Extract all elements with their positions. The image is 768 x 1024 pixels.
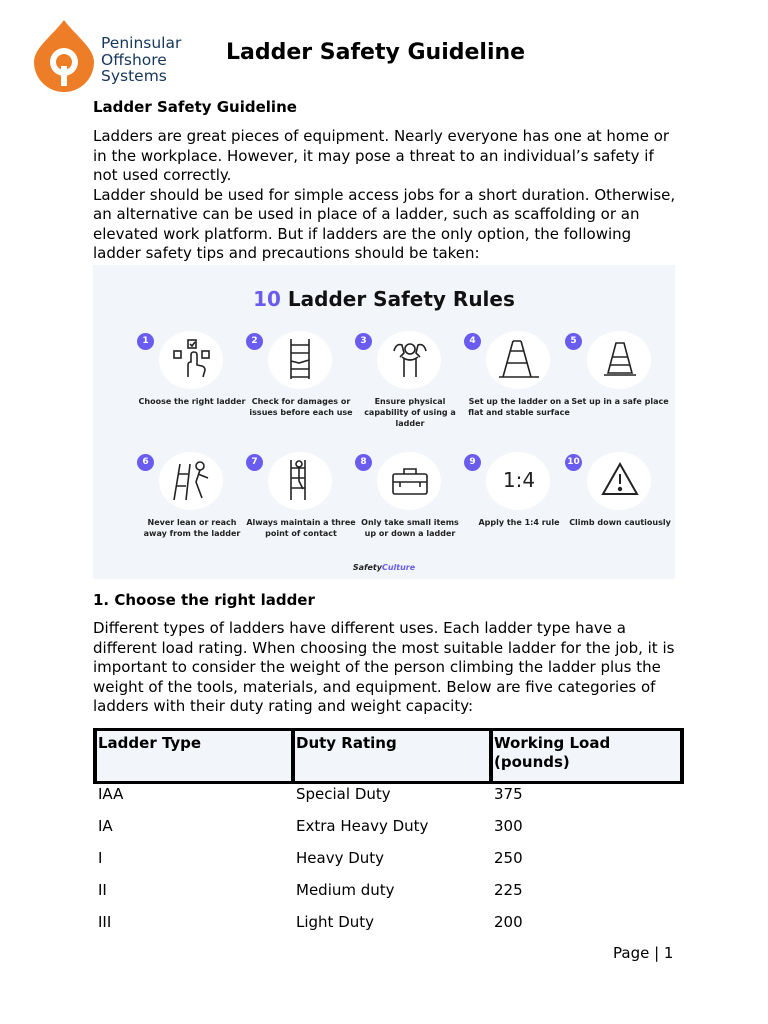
table-header-working-load: Working Load (pounds) bbox=[491, 730, 682, 783]
rule-caption: Check for damages or issues before each use bbox=[249, 397, 353, 417]
rule-caption: Climb down cautiously bbox=[569, 518, 671, 527]
table-cell: 225 bbox=[494, 881, 523, 899]
table-cell: 250 bbox=[494, 849, 523, 867]
table-row bbox=[95, 880, 682, 912]
section-heading-wrap bbox=[93, 97, 678, 117]
section-1-paragraph: Different types of ladders have different uses. Each ladder type have a different load rating. When choosing the most suitable ladder for the job, it is important to consider the weight of the person climbing the ladder plus the weight of the tools, materials, and equipment. Below are five categories of ladders with their duty rating and weight capacity: bbox=[93, 619, 675, 715]
rule-caption: Only take small items up or down a ladder bbox=[361, 518, 459, 538]
table-cell: 200 bbox=[494, 913, 523, 931]
infographic-title-number: 10 bbox=[253, 287, 281, 311]
section-1-body bbox=[93, 619, 678, 717]
rule-caption: Set up the ladder on a flat and stable surface bbox=[468, 397, 570, 417]
brand-part-1: Safety bbox=[352, 563, 382, 572]
table-cell: 375 bbox=[494, 785, 523, 803]
rule-number-badge: 5 bbox=[565, 333, 582, 350]
intro-paragraph-1: Ladders are great pieces of equipment. Nearly everyone has one at home or in the workplace. However, it may pose a threat to an individual’s safety if not used correctly. bbox=[93, 127, 670, 184]
table-cell: III bbox=[98, 913, 112, 931]
rule-caption: Choose the right ladder bbox=[138, 397, 246, 406]
table-cell: IAA bbox=[98, 785, 124, 803]
ladder-safety-infographic bbox=[93, 265, 675, 579]
table-cell: Heavy Duty bbox=[296, 849, 385, 867]
rule-caption: Apply the 1:4 rule bbox=[478, 518, 560, 527]
company-line-2: Offshore bbox=[101, 50, 167, 69]
table-row bbox=[95, 912, 682, 944]
rule-number-badge: 2 bbox=[246, 333, 263, 350]
rule-caption: Never lean or reach away from the ladder bbox=[143, 518, 241, 538]
warning-triangle-icon bbox=[600, 458, 640, 502]
rule-number-badge: 4 bbox=[464, 333, 481, 350]
rule-number-badge: 8 bbox=[355, 454, 372, 471]
table-row bbox=[95, 783, 682, 817]
rule-number-badge: 6 bbox=[137, 454, 154, 471]
table-header-duty-rating: Duty Rating bbox=[293, 730, 491, 783]
section-1-heading: 1. Choose the right ladder bbox=[93, 591, 315, 609]
person-climbing-ladder-icon bbox=[281, 458, 321, 502]
rule-number-badge: 1 bbox=[137, 333, 154, 350]
table-header-ladder-type: Ladder Type bbox=[95, 730, 293, 783]
table-cell: Special Duty bbox=[296, 785, 391, 803]
person-leaning-ladder-icon bbox=[172, 458, 212, 502]
step-ladder-icon bbox=[499, 337, 539, 381]
infographic-title bbox=[93, 287, 675, 311]
company-name bbox=[101, 35, 181, 85]
rule-number-badge: 10 bbox=[565, 454, 582, 471]
table-cell: Medium duty bbox=[296, 881, 395, 899]
section-heading: Ladder Safety Guideline bbox=[93, 98, 297, 116]
rule-caption: Ensure physical capability of using a ladder bbox=[364, 397, 456, 428]
strong-arms-icon bbox=[390, 337, 430, 381]
table-cell: Extra Heavy Duty bbox=[296, 817, 429, 835]
table-cell: IA bbox=[98, 817, 113, 835]
document-header bbox=[0, 0, 768, 95]
rule-number-badge: 7 bbox=[246, 454, 263, 471]
ratio-text-icon: 1:4 bbox=[502, 468, 536, 492]
brand-part-2: Culture bbox=[381, 563, 416, 572]
hand-pointing-checklist-icon bbox=[172, 337, 212, 381]
table-cell: I bbox=[98, 849, 103, 867]
rule-number-badge: 3 bbox=[355, 333, 372, 350]
section-1 bbox=[93, 590, 678, 610]
intro-text bbox=[93, 127, 678, 264]
table-cell: Light Duty bbox=[296, 913, 375, 931]
table-row bbox=[95, 848, 682, 880]
damaged-ladder-icon bbox=[281, 337, 321, 381]
rule-caption: Set up in a safe place bbox=[571, 397, 669, 406]
company-line-1: Peninsular bbox=[101, 34, 182, 52]
table-row bbox=[95, 816, 682, 848]
page-number: Page | 1 bbox=[613, 944, 674, 962]
table-header-row bbox=[95, 730, 682, 783]
rule-caption: Always maintain a three point of contact bbox=[246, 518, 356, 538]
traffic-cone-icon bbox=[600, 337, 640, 381]
ladder-categories-table bbox=[93, 728, 684, 944]
intro-paragraph-2: Ladder should be used for simple access jobs for a short duration. Otherwise, an alternative can be used in place of a ladder, such as scaffolding or an elevated work platform. But if ladders are the only option, the following ladder safety tips and precautions should be taken: bbox=[93, 185, 676, 262]
table-cell: 300 bbox=[494, 817, 523, 835]
safetyculture-brand bbox=[93, 563, 675, 572]
rule-number-badge: 9 bbox=[464, 454, 481, 471]
company-logo-icon bbox=[32, 18, 96, 92]
toolbox-icon bbox=[390, 458, 430, 502]
company-line-3: Systems bbox=[101, 67, 167, 85]
document-title: Ladder Safety Guideline bbox=[226, 40, 526, 65]
infographic-title-text: Ladder Safety Rules bbox=[287, 287, 515, 311]
table-cell: II bbox=[98, 881, 107, 899]
